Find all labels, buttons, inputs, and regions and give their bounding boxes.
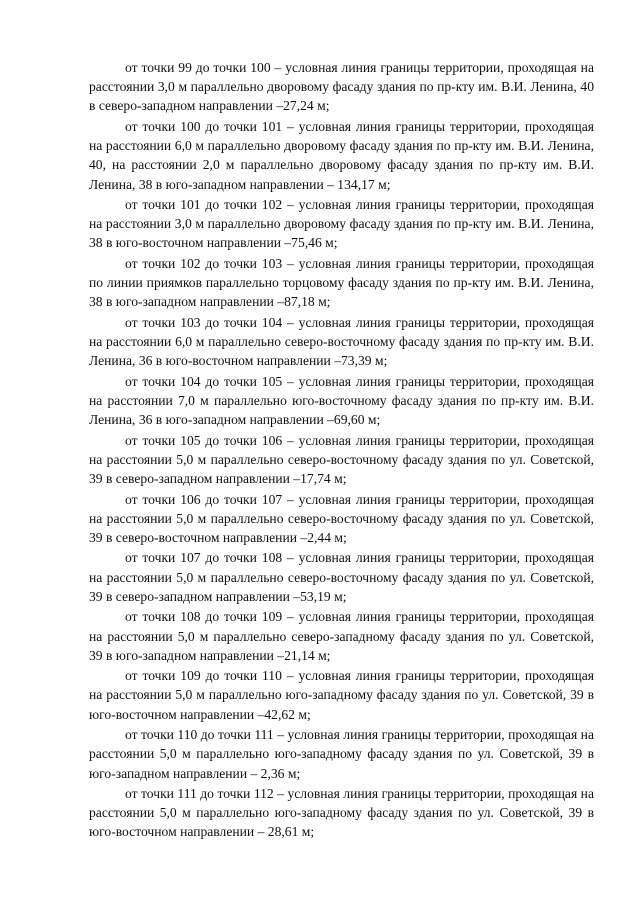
- boundary-segment-106-107: от точки 106 до точки 107 – условная линия границы территории, проходящая на расстоянии 5,0 м параллельно северо-восточному фасаду здания по ул. Советской, 39 в северо-восточном направлении –2,44 м;: [89, 491, 594, 545]
- boundary-segment-102-103: от точки 102 до точки 103 – условная линия границы территории, проходящая по линии приямков параллельно торцовому фасаду здания по пр-кту им. В.И. Ленина, 38 в юго-западном направлении –87,18 м;: [89, 255, 594, 310]
- boundary-segment-101-102: от точки 101 до точки 102 – условная линия границы территории, проходящая на расстоянии 3,0 м параллельно дворовому фасаду здания по пр-кту им. В.И. Ленина, 38 в юго-восточном направлении –75,46 м;: [89, 197, 594, 251]
- boundary-segment-103-104: от точки 103 до точки 104 – условная линия границы территории, проходящая на расстоянии 6,0 м параллельно северо-восточному фасаду здания по пр-кту им. В.И. Ленина, 36 в юго-восточном направлении –73,39 м;: [89, 314, 594, 369]
- boundary-segment-107-108: от точки 107 до точки 108 – условная линия границы территории, проходящая на расстоянии 5,0 м параллельно северо-восточному фасаду здания по ул. Советской, 39 в северо-западном направлении –53,19 м;: [89, 550, 594, 604]
- boundary-segment-100-101: от точки 100 до точки 101 – условная линия границы территории, проходящая на расстоянии 6,0 м параллельно дворовому фасаду здания по пр-кту им. В.И. Ленина, 40, на расстоянии 2,0 м параллельно дворовому фасаду здания по пр-кту им. В.И. Ленина, 38 в юго-западном направлении – 134,17 м;: [89, 118, 594, 192]
- boundary-segment-110-111: от точки 110 до точки 111 – условная линия границы территории, проходящая на расстоянии 5,0 м параллельно юго-западному фасаду здания по ул. Советской, 39 в юго-западном направлении – 2,36 м;: [89, 727, 594, 781]
- boundary-segment-111-112: от точки 111 до точки 112 – условная линия границы территории, проходящая на расстоянии 5,0 м параллельно юго-западному фасаду здания по ул. Советской, 39 в юго-восточном направлении – 28,61 м;: [89, 786, 594, 840]
- boundary-segment-99-100: от точки 99 до точки 100 – условная линия границы территории, проходящая на расстоянии 3,0 м параллельно дворовому фасаду здания по пр-кту им. В.И. Ленина, 40 в северо-западном направлении –27,24 м;: [89, 60, 594, 114]
- document-page: [89, 58, 594, 843]
- boundary-segment-109-110: от точки 109 до точки 110 – условная линия границы территории, проходящая на расстоянии 5,0 м параллельно юго-западному фасаду здания по ул. Советской, 39 в юго-восточном направлении –42,62 м;: [89, 668, 594, 722]
- boundary-segment-105-106: от точки 105 до точки 106 – условная линия границы территории, проходящая на расстоянии 5,0 м параллельно северо-восточному фасаду здания по ул. Советской, 39 в северо-западном направлении –17,74 м;: [89, 432, 594, 487]
- boundary-segment-108-109: от точки 108 до точки 109 – условная линия границы территории, проходящая на расстоянии 5,0 м параллельно северо-западному фасаду здания по ул. Советской, 39 в юго-западном направлении –21,14 м;: [89, 609, 594, 663]
- boundary-segment-104-105: от точки 104 до точки 105 – условная линия границы территории, проходящая на расстоянии 7,0 м параллельно юго-восточному фасаду здания по пр-кту им. В.И. Ленина, 36 в юго-западном направлении –69,60 м;: [89, 373, 594, 428]
